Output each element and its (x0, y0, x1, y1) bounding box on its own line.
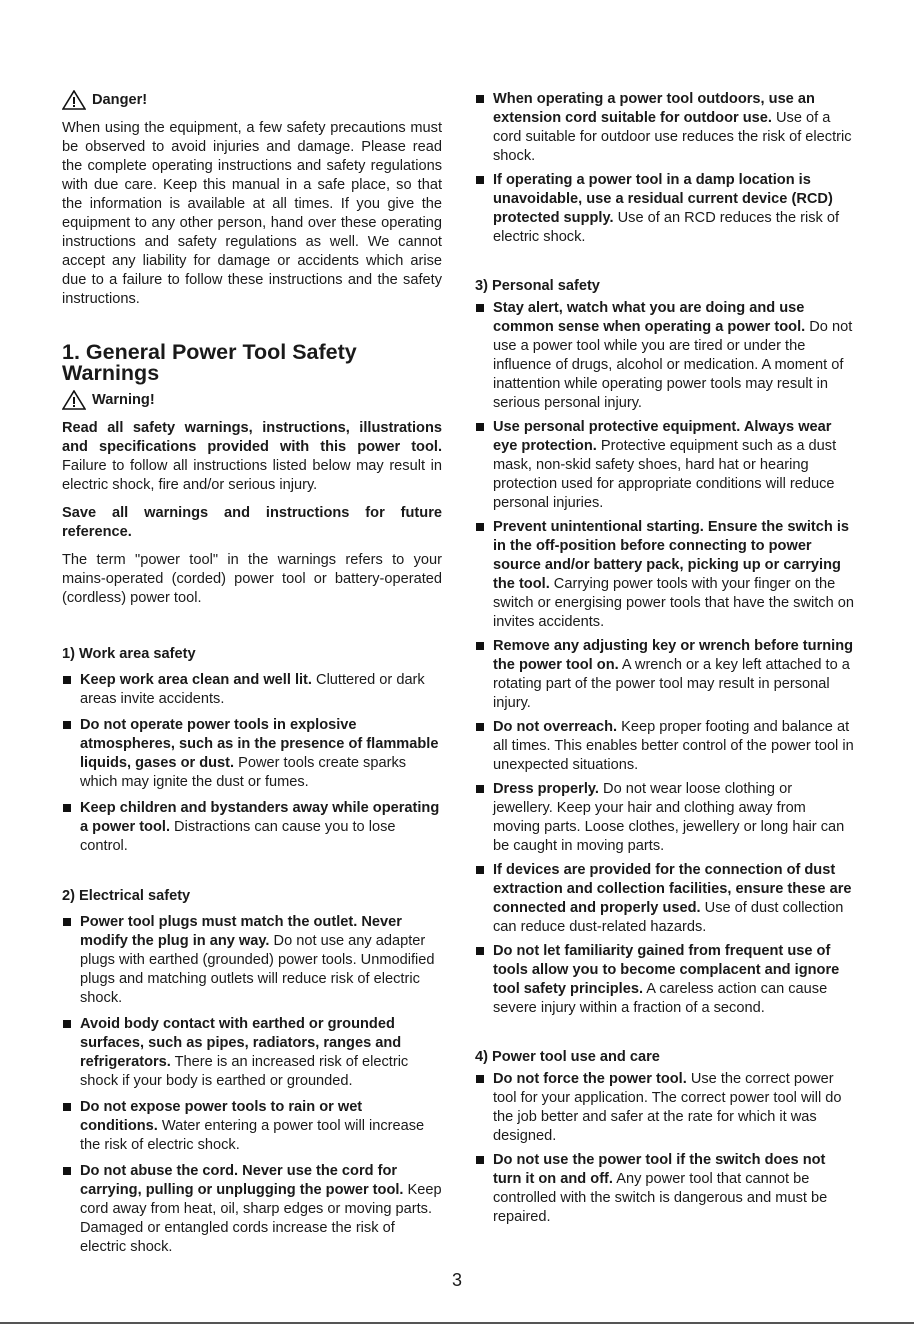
section-title-line2: Warnings (62, 361, 160, 385)
personal-safety-title: 3) Personal safety (475, 278, 600, 294)
item-text: Distractions can cause you to lose control. (80, 819, 396, 854)
warning-triangle-icon (62, 90, 86, 110)
warning-triangle-icon (62, 390, 86, 410)
save-warnings-paragraph: Save all warnings and instructions for future reference. (62, 505, 442, 540)
danger-title: Danger! (92, 91, 148, 108)
list-item (475, 718, 855, 775)
list-item (62, 1162, 442, 1257)
item-text: A wrench or a key left attached to a rotating part of the power tool may result in personal injury. (493, 657, 850, 711)
list-item (475, 861, 855, 937)
bullet-icon (63, 676, 71, 684)
list-item (475, 1151, 855, 1227)
tool-use-title: 4) Power tool use and care (475, 1049, 660, 1065)
list-item (475, 171, 855, 247)
item-text: Keep cord away from heat, oil, sharp edges or moving parts. Damaged or entangled cords increase the risk of electric shock. (80, 1182, 442, 1255)
item-bold: Remove any adjusting key or wrench before turning the power tool on. (493, 638, 854, 673)
item-text: Do not use a power tool while you are tired or under the influence of drugs, alcohol or medication. A moment of inattention while operating power tools may result in serious personal injury. (493, 319, 853, 411)
list-item (62, 1015, 442, 1091)
list-item (62, 671, 442, 709)
danger-paragraph: When using the equipment, a few safety precautions must be observed to avoid injuries and damage. Please read the complete operating instructions and safety regulations with due care. Keep this manual in a safe place, so that the information is available at all times. If you give the equipment to any other person, hand over these operating instructions and safety regulations as well. We cannot accept any liability for damage or accidents which arise due to a failure to follow these instructions and the safety instructions. (62, 120, 442, 307)
right-column (475, 90, 855, 1227)
list-item (475, 1070, 855, 1146)
bullet-icon (476, 423, 484, 431)
list-item (62, 1098, 442, 1155)
warning-heading (62, 390, 442, 410)
danger-heading (62, 90, 442, 110)
item-bold: Dress properly. (493, 781, 599, 797)
bullet-icon (63, 918, 71, 926)
item-text: Power tools create sparks which may ignite the dust or fumes. (80, 755, 407, 790)
electrical-title: 2) Electrical safety (62, 888, 191, 904)
item-text: Use of an RCD reduces the risk of electric shock. (493, 210, 840, 245)
item-text: Water entering a power tool will increase the risk of electric shock. (80, 1118, 425, 1153)
item-bold: Do not force the power tool. (493, 1071, 687, 1087)
item-text: Use of a cord suitable for outdoor use reduces the risk of electric shock. (493, 110, 852, 164)
bullet-icon (476, 785, 484, 793)
item-text: Carrying power tools with your finger on the switch or energising power tools that have the switch on invites accidents. (493, 576, 854, 630)
personal-safety-list (475, 299, 855, 1018)
read-warnings-paragraph (62, 419, 442, 495)
item-bold: If operating a power tool in a damp location is unavoidable, use a residual current device (RCD) protected supply. (493, 172, 833, 226)
bullet-icon (63, 1020, 71, 1028)
electrical-list (62, 913, 442, 1257)
item-bold: Prevent unintentional starting. Ensure the switch is in the off-position before connecting to power source and/or battery pack, picking up or carrying the tool. (493, 519, 849, 592)
work-area-title: 1) Work area safety (62, 646, 196, 662)
item-text: Cluttered or dark areas invite accidents. (80, 672, 425, 707)
item-bold: Use personal protective equipment. Always wear eye protection. (493, 419, 832, 454)
item-bold: Do not use the power tool if the switch does not turn it on and off. (493, 1152, 826, 1187)
electrical-list-continued (475, 90, 855, 247)
bullet-icon (476, 176, 484, 184)
bullet-icon (476, 642, 484, 650)
bullet-icon (476, 866, 484, 874)
item-text: Use the correct power tool for your application. The correct power tool will do the job better and safer at the rate for which it was designed. (493, 1071, 842, 1144)
section-title-line1: 1. General Power Tool Safety (62, 340, 357, 364)
item-text: Do not wear loose clothing or jewellery. Keep your hair and clothing away from moving parts. Loose clothes, jewellery or long hair can be caught in moving parts. (493, 781, 845, 854)
warning-title: Warning! (92, 391, 155, 408)
item-text: There is an increased risk of electric shock if your body is earthed or grounded. (80, 1054, 409, 1089)
item-text: Do not use any adapter plugs with earthed (grounded) power tools. Unmodified plugs and matching outlets will reduce risk of electric shock. (80, 933, 435, 1006)
item-bold: Do not overreach. (493, 719, 618, 735)
item-bold: Stay alert, watch what you are doing and use common sense when operating a power tool. (493, 300, 806, 335)
list-item (475, 942, 855, 1018)
item-bold: Do not operate power tools in explosive atmospheres, such as in the presence of flammable liquids, gases or dust. (80, 717, 439, 771)
item-bold: If devices are provided for the connection of dust extraction and collection facilities, ensure these are connected and properly used. (493, 862, 852, 916)
bullet-icon (476, 1075, 484, 1083)
bullet-icon (476, 1156, 484, 1164)
work-area-list (62, 671, 442, 856)
tool-use-list (475, 1070, 855, 1227)
item-bold: Keep work area clean and well lit. (80, 672, 312, 688)
item-text: Protective equipment such as a dust mask, non-skid safety shoes, hard hat or hearing protection used for appropriate conditions will reduce personal injuries. (493, 438, 837, 511)
item-bold: Keep children and bystanders away while operating a power tool. (80, 800, 440, 835)
term-paragraph: The term "power tool" in the warnings refers to your mains-operated (corded) power tool or battery-operated (cordless) power tool. (62, 552, 442, 606)
bullet-icon (63, 721, 71, 729)
bullet-icon (476, 947, 484, 955)
list-item (475, 90, 855, 166)
bullet-icon (476, 723, 484, 731)
bullet-icon (63, 1167, 71, 1175)
list-item (475, 299, 855, 413)
item-bold: Power tool plugs must match the outlet. Never modify the plug in any way. (80, 914, 402, 949)
item-bold: Do not abuse the cord. Never use the cord for carrying, pulling or unplugging the power tool. (80, 1163, 404, 1198)
list-item (475, 637, 855, 713)
item-text: Keep proper footing and balance at all times. This enables better control of the power tool in unexpected situations. (493, 719, 854, 773)
read-warnings-bold: Read all safety warnings, instructions, illustrations and specifications provided with this power tool. (62, 420, 442, 455)
list-item (62, 913, 442, 1008)
item-bold: Avoid body contact with earthed or grounded surfaces, such as pipes, radiators, ranges and refrigerators. (80, 1016, 402, 1070)
list-item (475, 418, 855, 513)
bullet-icon (476, 95, 484, 103)
item-text: A careless action can cause severe injury within a fraction of a second. (493, 981, 828, 1016)
item-text: Any power tool that cannot be controlled with the switch is dangerous and must be repaired. (493, 1171, 828, 1225)
item-bold: Do not expose power tools to rain or wet conditions. (80, 1099, 363, 1134)
list-item (475, 780, 855, 856)
bullet-icon (63, 1103, 71, 1111)
item-text: Use of dust collection can reduce dust-related hazards. (493, 900, 844, 935)
bullet-icon (63, 804, 71, 812)
read-warnings-text: Failure to follow all instructions listed below may result in electric shock, fire and/or serious injury. (62, 458, 442, 493)
item-bold: When operating a power tool outdoors, use an extension cord suitable for outdoor use. (493, 91, 815, 126)
left-column (62, 90, 442, 1257)
bullet-icon (476, 304, 484, 312)
list-item (62, 799, 442, 856)
list-item (475, 518, 855, 632)
bullet-icon (476, 523, 484, 531)
list-item (62, 716, 442, 792)
item-bold: Do not let familiarity gained from frequent use of tools allow you to become complacent and ignore tool safety principles. (493, 943, 840, 997)
page-number: 3 (451, 1270, 462, 1290)
